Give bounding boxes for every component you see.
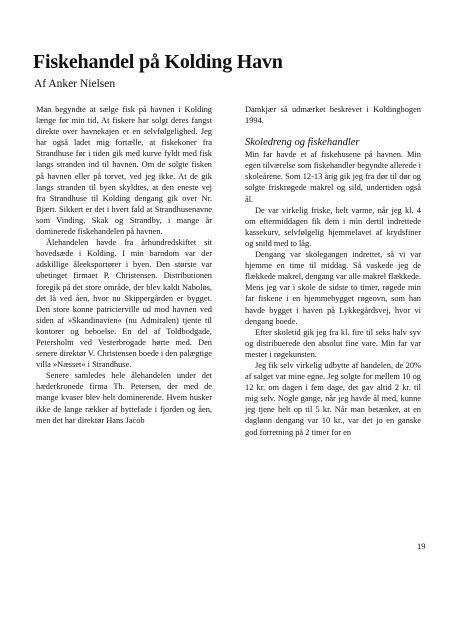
paragraph: Efter skoletid gik jeg fra kl. fire til seks halv syv og distribuerede den absolut fine vare. Min far var mester i røgekunsten. (245, 327, 421, 359)
left-column (36, 104, 212, 426)
paragraph: Min far havde et af fiskehusene på havnen. Min egen tilværelse som fiskehandler begyndte allerede i skoleårene. Som 12-13 årig gik jeg fra dør til dør og solgte friskrøgede makrel og sild, undertiden også ål. (245, 150, 421, 204)
paragraph: Senere samledes hele ålehandelen under det hæderkronede firma Th. Petersen, der med de mange kvaser blev helt dominerende. Hvem husker ikke de lange rækker af hyttefade i fjorden og åen, men det har direktør Hans Jacob (36, 371, 212, 425)
paragraph: Damkjær så udmærket beskrevet i Koldingbogen 1994. (245, 105, 421, 126)
article-title: Fiskehandel på Kolding Havn (33, 51, 283, 73)
page-number: 19 (417, 541, 426, 551)
paragraph: De var virkelig friske, helt varme, når jeg kl. 4 om eftermiddagen fik dem i min dertil indrettede kassekurv, selvfølgelig hjemmelavet af krydsfiner og snild med to låg. (245, 205, 421, 248)
paragraph: Man begyndte at sælge fisk på havnen i Kolding længe før min tid. At fiskere har solgt deres fangst direkte over havnekajen er en selvfølgelighed. Jeg har også ladet mig fortælle, at fiskekoner fra Strandhuse før i tiden gik med kurve fyldt med fisk langs stranden ind til havnen. Om de solgte fisken på havnen eller på torvet, ved jeg ikke. At de gik langs stranden til byen skyldtes, at den eneste vej fra Strandhuse til Kolding dengang gik over Nr. Bjært. Sikkert er det i hvert fald at Strandhusenavne som Vinding, Skak og Strandby, i mange år dominerede fiskehandelen på havnen. (36, 105, 212, 237)
paragraph: Jeg fik selv virkelig udbytte af handelen, de 20% af salget var mine egne. Jeg solgte for mellem 10 og 12 kr. om dagen i fem dage, det gav altid 2 kr. til mig selv. Nogle gange, når jeg havde ål med, kunne jeg tjene helt op til 5 kr. Når man betænker, at en daglønn dengang var 10 kr., var det jo en ganske god forretning på 2 timer for en (245, 360, 421, 437)
paragraph: Dengang var skolegangen indrettet, så vi var hjemme en time til middag. Så vaskede jeg de flækkede makrel, dengang var alle makrel flækkede. Mens jeg var i skole de sidste to timer, røgede min far fiskene i en hjemmebygget røgeovn, som han havde bygget i haven på Lykkegårdsvej, hvor vi dengang boede. (245, 250, 421, 326)
author-byline: Af Anker Nielsen (34, 78, 116, 90)
section-subheading: Skoledreng og fiskehandler (245, 137, 360, 149)
paragraph: Ålehandelen havde fra århundredskiftet sit hovedsæde i Kolding. I min barndom var der adskillige åleeksportører i byen. Den største var ubetinget firmaet P. Christensen. Distributionen foregik på det store område, der blev kaldt Naboløs, det lå ved åen, hvor nu Skippergården er bygget. Den store konne patricierville ud mod havnen ved siden af »Skandinavien« (nu Admiralen) tjente til kontorer og beboelse. En del af Toldbodgade, Petersholm ved Vesterbrogade hørte med. Den senere direktør V. Christensen boede i den palægtige villa »Næsset« i Strandhuse. (36, 238, 212, 370)
right-column (245, 104, 421, 438)
